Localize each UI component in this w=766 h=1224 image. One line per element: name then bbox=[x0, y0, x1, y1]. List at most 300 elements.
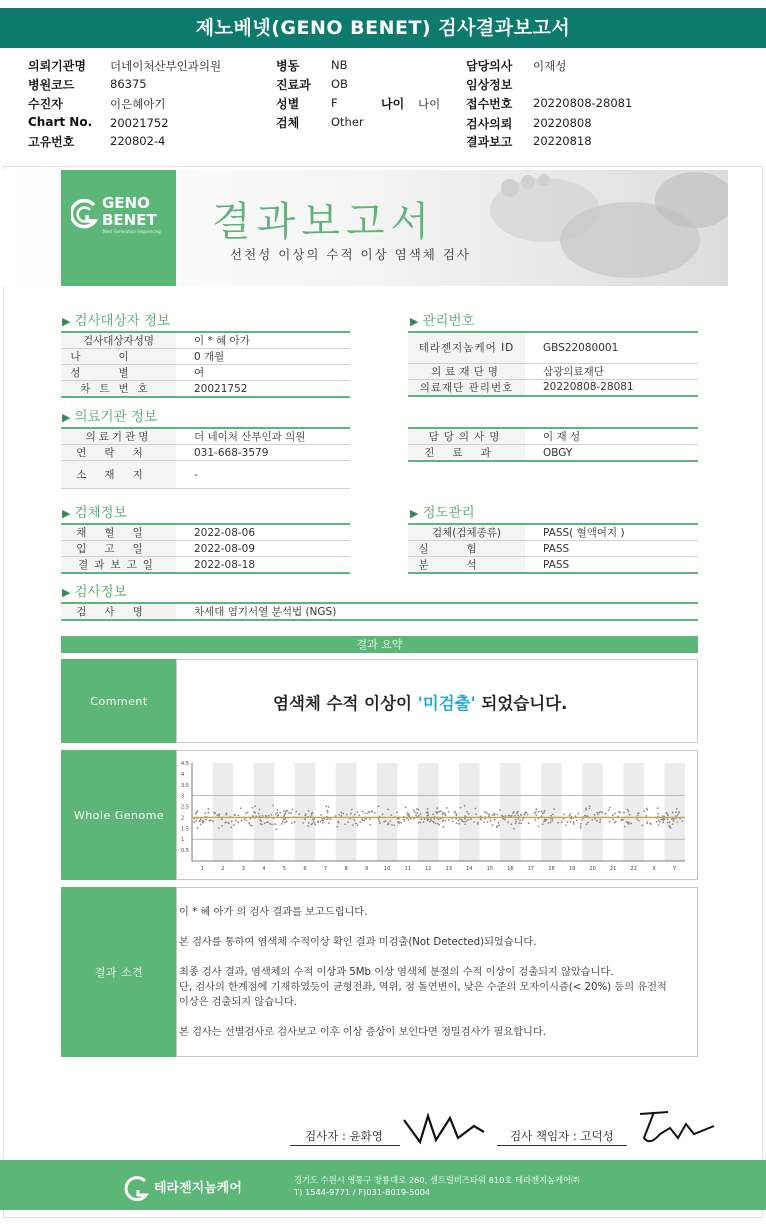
data-point bbox=[362, 811, 364, 813]
data-point bbox=[466, 811, 468, 813]
data-point bbox=[448, 811, 450, 813]
data-point bbox=[387, 808, 389, 810]
label-specimen: 검체 bbox=[276, 116, 300, 130]
table-row: 실험 PASS bbox=[408, 541, 698, 557]
data-point bbox=[662, 819, 664, 821]
label-sex: 성별 bbox=[276, 97, 300, 111]
value-doctor: 이재성 bbox=[533, 59, 567, 73]
section-institution-title: ▶ 의료기관 정보 bbox=[62, 409, 158, 425]
chromosome-band bbox=[254, 763, 275, 861]
x-tick-label: 16 bbox=[507, 866, 514, 872]
data-point bbox=[208, 812, 210, 814]
data-point bbox=[326, 818, 328, 820]
data-point bbox=[352, 824, 354, 826]
data-point bbox=[647, 821, 649, 823]
data-point bbox=[394, 825, 396, 827]
data-point bbox=[456, 822, 458, 824]
data-point bbox=[383, 821, 385, 823]
data-point bbox=[599, 819, 601, 821]
data-point bbox=[400, 822, 402, 824]
data-point bbox=[246, 820, 248, 822]
data-point bbox=[344, 823, 346, 825]
data-point bbox=[193, 821, 195, 823]
data-point bbox=[440, 810, 442, 812]
data-point bbox=[414, 811, 416, 813]
data-point bbox=[673, 820, 675, 822]
data-point bbox=[501, 815, 503, 817]
data-point bbox=[202, 820, 204, 822]
data-point bbox=[275, 813, 277, 815]
data-point bbox=[321, 819, 323, 821]
data-point bbox=[335, 815, 337, 817]
data-point bbox=[487, 821, 489, 823]
data-point bbox=[427, 812, 429, 814]
data-point bbox=[285, 811, 287, 813]
footer-company: 테라젠지놈케어 bbox=[154, 1181, 242, 1196]
data-point bbox=[525, 811, 527, 813]
label-clinical-info: 임상정보 bbox=[466, 78, 513, 92]
data-point bbox=[355, 823, 357, 825]
data-point bbox=[374, 812, 376, 814]
data-point bbox=[259, 815, 261, 817]
data-point bbox=[281, 823, 283, 825]
data-point bbox=[504, 819, 506, 821]
finding-line: 이 * 혜 아가 의 검사 결과를 보고드립니다. bbox=[179, 907, 368, 918]
finding-line: 이상은 검출되지 않습니다. bbox=[179, 997, 297, 1008]
director-label: 검사 책임자 : 고덕성 bbox=[510, 1129, 614, 1143]
table-row: 검체(검체종류) PASS( 혈액여지 ) bbox=[408, 524, 698, 541]
data-point bbox=[430, 820, 432, 822]
data-point bbox=[570, 821, 572, 823]
data-point bbox=[199, 820, 201, 822]
table-row: 검사대상자성명 이 * 혜 아가 bbox=[61, 332, 350, 349]
data-point bbox=[627, 809, 629, 811]
data-point bbox=[513, 828, 515, 830]
data-point bbox=[446, 807, 448, 809]
data-point bbox=[341, 812, 343, 814]
table-row: 의료기관명 더 네이처 산부인과 의원 bbox=[61, 428, 350, 445]
data-point bbox=[528, 822, 530, 824]
data-point bbox=[283, 810, 285, 812]
data-point bbox=[630, 823, 632, 825]
data-point bbox=[237, 821, 239, 823]
logo-box bbox=[61, 170, 176, 286]
data-point bbox=[463, 821, 465, 823]
data-point bbox=[413, 809, 415, 811]
data-point bbox=[408, 819, 410, 821]
data-point bbox=[405, 806, 407, 808]
data-point bbox=[542, 823, 544, 825]
data-point bbox=[496, 814, 498, 816]
data-point bbox=[552, 814, 554, 816]
data-point bbox=[350, 813, 352, 815]
genome-label: Whole Genome bbox=[61, 750, 177, 880]
data-point bbox=[250, 818, 252, 820]
data-point bbox=[553, 808, 555, 810]
y-tick-label: 1 bbox=[181, 837, 185, 844]
data-point bbox=[561, 821, 563, 823]
data-point bbox=[490, 820, 492, 822]
table-row: 의료재단명 삼광의료재단 bbox=[408, 363, 698, 379]
tester-line bbox=[290, 1145, 400, 1146]
data-point bbox=[534, 812, 536, 814]
data-point bbox=[520, 814, 522, 816]
data-point bbox=[438, 811, 440, 813]
data-point bbox=[314, 822, 316, 824]
data-point bbox=[419, 821, 421, 823]
finding-line: 본 검사는 선별검사로 검사보고 이후 이상 증상이 보인다면 정밀검사가 필요합니다. bbox=[179, 1027, 546, 1038]
data-point bbox=[292, 809, 294, 811]
data-point bbox=[659, 821, 661, 823]
data-point bbox=[438, 824, 440, 826]
data-point bbox=[304, 818, 306, 820]
value-chart-no: 20021752 bbox=[110, 116, 169, 130]
data-point bbox=[230, 827, 232, 829]
data-point bbox=[430, 818, 432, 820]
data-point bbox=[221, 818, 223, 820]
data-point bbox=[367, 813, 369, 815]
value-age: 나이 bbox=[418, 97, 441, 111]
data-point bbox=[452, 821, 454, 823]
x-tick-label: 14 bbox=[466, 866, 473, 872]
data-point bbox=[276, 812, 278, 814]
data-point bbox=[234, 814, 236, 816]
report-title: 제노베넷(GENO BENET) 검사결과보고서 bbox=[0, 8, 766, 48]
data-point bbox=[328, 822, 330, 824]
data-point bbox=[612, 814, 614, 816]
data-point bbox=[197, 827, 199, 829]
director-signature bbox=[628, 1104, 723, 1150]
data-point bbox=[245, 812, 247, 814]
data-point bbox=[573, 821, 575, 823]
value-unique-no: 220802-4 bbox=[110, 134, 166, 148]
data-point bbox=[253, 811, 255, 813]
x-tick-label: 13 bbox=[445, 866, 452, 872]
x-tick-label: 2 bbox=[221, 866, 225, 872]
data-point bbox=[622, 819, 624, 821]
data-point bbox=[196, 820, 198, 822]
data-point bbox=[424, 818, 426, 820]
finding-line: 최종 검사 결과, 염색체의 수적 이상과 5Mb 이상 염색체 분절의 수적 이상이 검출되지 않았습니다. bbox=[179, 967, 614, 978]
data-point bbox=[581, 819, 583, 821]
data-point bbox=[353, 819, 355, 821]
data-point bbox=[676, 821, 678, 823]
data-point bbox=[276, 828, 278, 830]
section-test-title: ▶ 검사정보 bbox=[62, 584, 127, 600]
tester-signature bbox=[398, 1108, 498, 1150]
data-point bbox=[470, 818, 472, 820]
data-point bbox=[210, 819, 212, 821]
data-point bbox=[251, 825, 253, 827]
x-tick-label: 15 bbox=[486, 866, 494, 872]
table-row: 입고일 2022-08-09 bbox=[61, 541, 350, 557]
data-point bbox=[396, 811, 398, 813]
table-row: 결과보고일 2022-08-18 bbox=[61, 557, 350, 574]
data-point bbox=[646, 808, 648, 810]
y-tick-label: 2.5 bbox=[181, 804, 189, 811]
data-point bbox=[601, 812, 603, 814]
data-point bbox=[351, 809, 353, 811]
data-point bbox=[591, 819, 593, 821]
data-point bbox=[484, 811, 486, 813]
data-point bbox=[330, 818, 332, 820]
summary-bar: 결과 요약 bbox=[61, 636, 698, 653]
data-point bbox=[259, 819, 261, 821]
data-point bbox=[535, 811, 537, 813]
data-point bbox=[407, 812, 409, 814]
data-point bbox=[290, 812, 292, 814]
arrow-icon: ▶ bbox=[410, 507, 419, 520]
data-point bbox=[408, 813, 410, 815]
doctor-table bbox=[408, 427, 698, 462]
data-point bbox=[228, 822, 230, 824]
data-point bbox=[460, 807, 462, 809]
x-tick-label: 3 bbox=[241, 866, 245, 872]
data-point bbox=[534, 819, 536, 821]
data-point bbox=[513, 811, 515, 813]
value-institution: 더네이처산부인과의원 bbox=[110, 59, 222, 73]
data-point bbox=[614, 813, 616, 815]
data-point bbox=[672, 812, 674, 814]
table-row: 담당의사명 이 재 성 bbox=[408, 428, 698, 445]
data-point bbox=[311, 814, 313, 816]
data-point bbox=[492, 824, 494, 826]
y-tick-label: 4.5 bbox=[181, 761, 189, 767]
data-point bbox=[432, 821, 434, 823]
table-row: 진료과 OBGY bbox=[408, 445, 698, 462]
data-point bbox=[628, 823, 630, 825]
data-point bbox=[570, 813, 572, 815]
y-tick-label: 0.5 bbox=[181, 848, 189, 855]
arrow-icon: ▶ bbox=[410, 315, 419, 328]
data-point bbox=[628, 810, 630, 812]
data-point bbox=[369, 824, 371, 826]
data-point bbox=[437, 812, 439, 814]
data-point bbox=[599, 811, 601, 813]
footer bbox=[0, 1160, 766, 1210]
patient-table bbox=[61, 331, 350, 398]
chromosome-band bbox=[336, 763, 357, 861]
data-point bbox=[535, 808, 537, 810]
data-point bbox=[200, 819, 202, 821]
data-point bbox=[483, 821, 485, 823]
data-point bbox=[418, 815, 420, 817]
chromosome-band bbox=[377, 763, 398, 861]
data-point bbox=[254, 805, 256, 807]
data-point bbox=[264, 822, 266, 824]
data-point bbox=[416, 808, 418, 810]
data-point bbox=[473, 821, 475, 823]
y-tick-label: 2 bbox=[181, 815, 185, 822]
label-institution: 의뢰기관명 bbox=[28, 59, 86, 73]
logo-text-geno: GENO bbox=[102, 194, 150, 212]
data-point bbox=[629, 814, 631, 816]
data-point bbox=[267, 821, 269, 823]
y-tick-label: 3.5 bbox=[181, 782, 189, 789]
data-point bbox=[338, 822, 340, 824]
label-report-date: 결과보고 bbox=[466, 135, 513, 149]
data-point bbox=[657, 807, 659, 809]
data-point bbox=[340, 815, 342, 817]
data-point bbox=[475, 813, 477, 815]
data-point bbox=[391, 824, 393, 826]
data-point bbox=[240, 820, 242, 822]
data-point bbox=[522, 819, 524, 821]
data-point bbox=[580, 823, 582, 825]
data-point bbox=[550, 815, 552, 817]
comment-label: Comment bbox=[61, 659, 177, 743]
data-point bbox=[327, 810, 329, 812]
data-point bbox=[541, 811, 543, 813]
data-point bbox=[294, 821, 296, 823]
banner-subtitle: 선천성 이상의 수적 이상 염색체 검사 bbox=[230, 247, 471, 262]
data-point bbox=[295, 811, 297, 813]
data-point bbox=[208, 808, 210, 810]
data-point bbox=[403, 819, 405, 821]
genome-box bbox=[176, 750, 698, 880]
data-point bbox=[218, 815, 220, 817]
section-management-title: ▶ 관리번호 bbox=[410, 313, 475, 329]
data-point bbox=[235, 819, 237, 821]
data-point bbox=[284, 814, 286, 816]
x-tick-label: 8 bbox=[344, 866, 348, 872]
data-point bbox=[505, 815, 507, 817]
data-point bbox=[240, 807, 242, 809]
banner-title: 결과보고서 bbox=[212, 199, 436, 245]
data-point bbox=[382, 813, 384, 815]
data-point bbox=[544, 810, 546, 812]
label-unique-no: 고유번호 bbox=[28, 135, 75, 149]
value-specimen: Other bbox=[331, 115, 364, 129]
data-point bbox=[493, 813, 495, 815]
data-point bbox=[517, 812, 519, 814]
data-point bbox=[585, 815, 587, 817]
x-tick-label: 7 bbox=[323, 866, 328, 872]
data-point bbox=[597, 814, 599, 816]
data-point bbox=[667, 815, 669, 817]
data-point bbox=[391, 814, 393, 816]
data-point bbox=[662, 815, 664, 817]
data-point bbox=[327, 812, 329, 814]
data-point bbox=[308, 822, 310, 824]
data-point bbox=[274, 823, 276, 825]
data-point bbox=[645, 815, 647, 817]
chromosome-band bbox=[459, 763, 480, 861]
data-point bbox=[378, 805, 380, 807]
data-point bbox=[672, 823, 674, 825]
data-point bbox=[594, 818, 596, 820]
data-point bbox=[551, 820, 553, 822]
data-point bbox=[416, 812, 418, 814]
data-point bbox=[346, 814, 348, 816]
data-point bbox=[368, 811, 370, 813]
x-tick-label: 20 bbox=[589, 866, 596, 872]
x-tick-label: 5 bbox=[282, 866, 286, 872]
x-tick-label: 21 bbox=[609, 866, 617, 872]
chromosome-band bbox=[213, 763, 234, 861]
management-table bbox=[408, 331, 698, 397]
specimen-table bbox=[61, 523, 350, 574]
data-point bbox=[569, 815, 571, 817]
data-point bbox=[508, 815, 510, 817]
data-point bbox=[369, 818, 371, 820]
data-point bbox=[477, 823, 479, 825]
section-qc-title: ▶ 정도관리 bbox=[410, 505, 475, 521]
data-point bbox=[589, 808, 591, 810]
data-point bbox=[336, 826, 338, 828]
data-point bbox=[587, 822, 589, 824]
section-specimen-title: ▶ 검체정보 bbox=[62, 505, 127, 521]
arrow-icon: ▶ bbox=[62, 586, 71, 599]
table-row: 검사명 차세대 염기서열 분석법 (NGS) bbox=[61, 603, 698, 620]
table-row: 채혈일 2022-08-06 bbox=[61, 524, 350, 541]
value-report-date: 20220818 bbox=[533, 134, 592, 148]
data-point bbox=[658, 824, 660, 826]
header-info bbox=[0, 52, 766, 152]
data-point bbox=[624, 826, 626, 828]
data-point bbox=[359, 821, 361, 823]
table-row: 소재지 - bbox=[61, 461, 350, 489]
baby-feet-image bbox=[480, 170, 728, 286]
data-point bbox=[676, 808, 678, 810]
data-point bbox=[626, 821, 628, 823]
data-point bbox=[596, 812, 598, 814]
data-point bbox=[420, 813, 422, 815]
data-point bbox=[371, 811, 373, 813]
comment-box bbox=[176, 659, 698, 743]
data-point bbox=[464, 805, 466, 807]
data-point bbox=[260, 823, 262, 825]
data-point bbox=[197, 810, 199, 812]
data-point bbox=[515, 819, 517, 821]
data-point bbox=[557, 822, 559, 824]
data-point bbox=[432, 813, 434, 815]
label-doctor: 담당의사 bbox=[466, 59, 513, 73]
data-point bbox=[681, 820, 683, 822]
data-point bbox=[427, 815, 429, 817]
data-point bbox=[515, 821, 517, 823]
data-point bbox=[517, 814, 519, 816]
data-point bbox=[252, 807, 254, 809]
x-tick-label: 17 bbox=[527, 866, 535, 872]
findings-label: 결과 소견 bbox=[61, 887, 177, 1057]
data-point bbox=[284, 818, 286, 820]
data-point bbox=[357, 811, 359, 813]
x-tick-label: 10 bbox=[383, 866, 391, 872]
qc-table bbox=[408, 523, 698, 574]
data-point bbox=[589, 805, 591, 807]
data-point bbox=[623, 812, 625, 814]
data-point bbox=[672, 818, 674, 820]
data-point bbox=[437, 823, 439, 825]
arrow-icon: ▶ bbox=[62, 507, 71, 520]
data-point bbox=[328, 806, 330, 808]
data-point bbox=[216, 814, 218, 816]
data-point bbox=[548, 822, 550, 824]
data-point bbox=[662, 821, 664, 823]
data-point bbox=[247, 811, 249, 813]
label-receipt-no: 접수번호 bbox=[466, 97, 513, 111]
data-point bbox=[378, 820, 380, 822]
data-point bbox=[675, 811, 677, 813]
data-point bbox=[361, 818, 363, 820]
data-point bbox=[248, 822, 250, 824]
data-point bbox=[609, 807, 611, 809]
data-point bbox=[442, 813, 444, 815]
data-point bbox=[428, 819, 430, 821]
data-point bbox=[420, 818, 422, 820]
data-point bbox=[538, 811, 540, 813]
